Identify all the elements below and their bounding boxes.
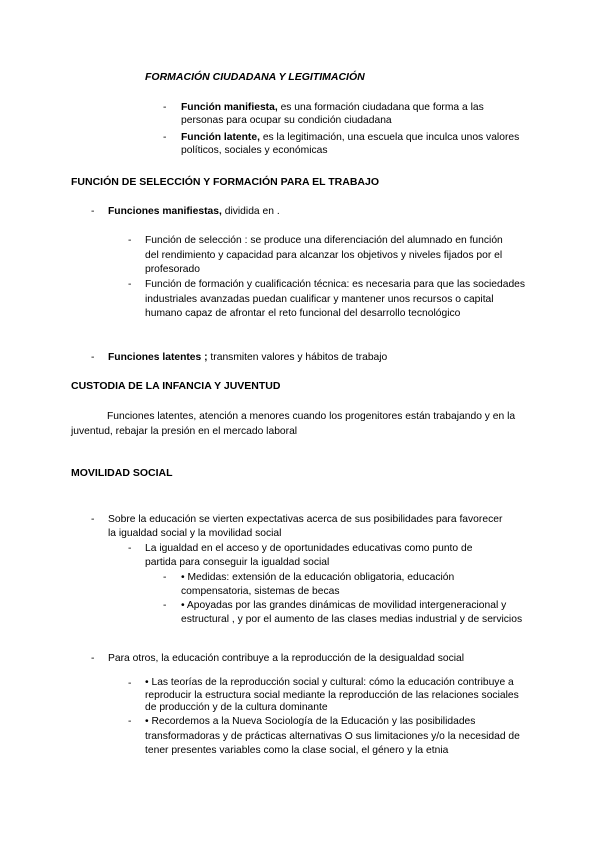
- bullet-dash: -: [128, 543, 132, 554]
- list-item-expectativas: Sobre la educación se vierten expectativas acerca de sus posibilidades para favorecer la igualdad social y la movilidad social: [108, 514, 503, 539]
- bullet-dash: -: [128, 678, 132, 689]
- list-item-nueva-sociologia: • Recordemos a la Nueva Sociología de la Educación y las posibilidades transformadoras y de prácticas alternativas O sus limitaciones y/o la necesidad de tener presentes variables como la clase social, el género y la etnia: [145, 716, 520, 756]
- list-item-funciones-manifiestas: [108, 205, 528, 218]
- section-heading-custodia: CUSTODIA DE LA INFANCIA Y JUVENTUD: [71, 380, 281, 392]
- list-item-funcion-manifiesta: [181, 101, 521, 127]
- section-heading-seleccion: FUNCIÓN DE SELECCIÓN Y FORMACIÓN PARA EL TRABAJO: [71, 176, 380, 188]
- list-item-funcion-formacion: Función de formación y cualificación técnica: es necesaria para que las sociedades industriales avanzadas puedan cualificar y mantener unos recursos o capital humano capaz de afrontar el reto funcional del desarrollo tecnológico: [145, 279, 526, 320]
- custodia-paragraph: Funciones latentes, atención a menores cuando los progenitores están trabajando y en la juventud, rebajar la presión en el mercado laboral: [71, 411, 516, 437]
- list-item-apoyadas: • Apoyadas por las grandes dinámicas de movilidad intergeneracional y estructural , y por el aumento de las clases medias industrial y de servicios: [181, 600, 523, 625]
- bullet-dash: -: [128, 235, 132, 246]
- item-bold-label: Función manifiesta,: [181, 102, 278, 113]
- list-item-teorias-reproduccion: • Las teorías de la reproducción social y cultural: cómo la educación contribuye a reproducir la estructura social mediante la reproducción de las relaciones sociales de producción y de la cultura dominante: [145, 677, 519, 713]
- section-heading-formacion: FORMACIÓN CIUDADANA Y LEGITIMACIÓN: [145, 71, 365, 83]
- item-bold-label: Función latente,: [181, 132, 260, 143]
- bullet-dash: -: [91, 514, 95, 525]
- bullet-dash: -: [91, 653, 95, 664]
- bullet-dash: -: [163, 600, 167, 611]
- list-item-funcion-latente: [181, 131, 521, 157]
- item-text: es la legitimación, una escuela que inculca unos valores políticos, sociales y económicas: [181, 132, 520, 156]
- item-text: dividida en .: [221, 206, 280, 217]
- bullet-dash: -: [163, 102, 167, 113]
- bullet-dash: -: [163, 132, 167, 143]
- section-heading-movilidad: MOVILIDAD SOCIAL: [71, 467, 173, 479]
- bullet-dash: -: [91, 206, 95, 217]
- item-text: transmiten valores y hábitos de trabajo: [207, 352, 388, 363]
- bullet-dash: -: [128, 279, 132, 290]
- list-item-medidas: • Medidas: extensión de la educación obligatoria, educación compensatoria, sistemas de becas: [181, 572, 455, 597]
- bullet-dash: -: [163, 572, 167, 583]
- bullet-dash: -: [128, 716, 132, 727]
- list-item-igualdad-acceso: La igualdad en el acceso y de oportunidades educativas como punto de partida para conseguir la igualdad social: [145, 543, 473, 568]
- item-text: es una formación ciudadana que forma a las personas para ocupar su condición ciudadana: [181, 102, 484, 126]
- bullet-dash: -: [91, 352, 95, 363]
- list-item-funcion-seleccion: Función de selección : se produce una diferenciación del alumnado en función del rendimiento y capacidad para alcanzar los objetivos y niveles fijados por el profesorado: [145, 235, 503, 276]
- item-bold-label: Funciones manifiestas,: [108, 206, 222, 217]
- list-item-para-otros: Para otros, la educación contribuye a la reproducción de la desigualdad social: [108, 653, 465, 664]
- item-bold-label: Funciones latentes ;: [108, 352, 208, 363]
- list-item-funciones-latentes: [108, 351, 528, 364]
